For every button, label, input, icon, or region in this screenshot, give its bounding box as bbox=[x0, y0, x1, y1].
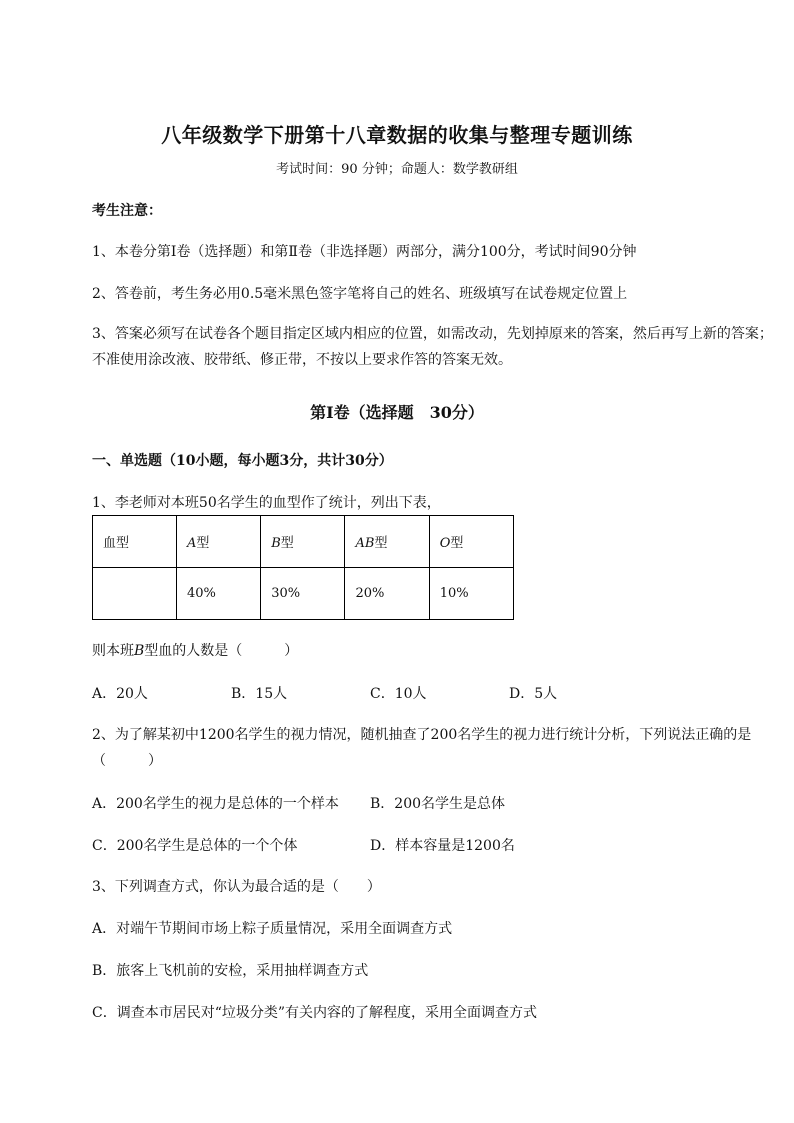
table-cell: 10% bbox=[429, 568, 513, 620]
table-cell bbox=[261, 516, 345, 568]
notice-heading: 考生注意： bbox=[92, 203, 162, 219]
table-cell bbox=[345, 516, 429, 568]
table-cell bbox=[93, 568, 177, 620]
page-title: 八年级数学下册第十八章数据的收集与整理专题训练 bbox=[161, 123, 633, 147]
question-1-stem: 1、李老师对本班50名学生的血型作了统计，列出下表， bbox=[92, 495, 441, 511]
table-cell bbox=[176, 516, 260, 568]
q3-option-c[interactable]: C．调查本市居民对“垃圾分类”有关内容的了解程度，采用全面调查方式 bbox=[92, 1005, 538, 1021]
ask-suffix: 型血的人数是（ ） bbox=[144, 643, 299, 659]
q2-option-a[interactable]: A．200名学生的视力是总体的一个样本 bbox=[92, 796, 339, 812]
blood-type-o: O bbox=[439, 536, 451, 551]
notice-item-1: 1、本卷分第I卷（选择题）和第Ⅱ卷（非选择题）两部分，满分100分，考试时间90分钟 bbox=[92, 244, 637, 260]
section-title: 第I卷（选择题 30分） bbox=[310, 403, 484, 422]
blood-type-ab: AB bbox=[355, 536, 375, 551]
blood-type-b: B bbox=[271, 536, 281, 551]
ask-var: B bbox=[134, 643, 145, 659]
part-heading: 一、单选题（10小题，每小题3分，共计30分） bbox=[92, 453, 393, 469]
exam-info: 考试时间：90 分钟；命题人：数学教研组 bbox=[276, 162, 518, 177]
q2-option-c[interactable]: C．200名学生是总体的一个个体 bbox=[92, 838, 298, 854]
q1-option-c[interactable]: C．10人 bbox=[370, 686, 427, 702]
ask-prefix: 则本班 bbox=[92, 643, 134, 659]
blood-type-a: A bbox=[186, 536, 197, 551]
q2-option-d[interactable]: D．样本容量是1200名 bbox=[370, 838, 515, 854]
q3-option-a[interactable]: A．对端午节期间市场上粽子质量情况，采用全面调查方式 bbox=[92, 921, 453, 937]
table-cell bbox=[429, 516, 513, 568]
type-suffix: 型 bbox=[196, 536, 210, 551]
question-2-stem: 2、为了解某初中1200名学生的视力情况，随机抽查了200名学生的视力进行统计分析，下列说法正确的是（ ） bbox=[92, 727, 752, 769]
table-header-row bbox=[93, 516, 514, 568]
question-3-stem: 3、下列调查方式，你认为最合适的是（ ） bbox=[92, 879, 381, 895]
notice-item-3: 3、答案必须写在试卷各个题目指定区域内相应的位置，如需改动，先划掉原来的答案，然后再写上新的答案；不准使用涂改液、胶带纸、修正带，不按以上要求作答的答案无效。 bbox=[92, 326, 773, 368]
q1-option-d[interactable]: D．5人 bbox=[509, 686, 558, 702]
q3-option-b[interactable]: B．旅客上飞机前的安检，采用抽样调查方式 bbox=[92, 963, 369, 979]
type-suffix: 型 bbox=[374, 536, 388, 551]
table-cell: 血型 bbox=[93, 516, 177, 568]
table-row bbox=[93, 568, 514, 620]
table-cell: 30% bbox=[261, 568, 345, 620]
q1-option-a[interactable]: A．20人 bbox=[92, 686, 148, 702]
q2-option-b[interactable]: B．200名学生是总体 bbox=[370, 796, 506, 812]
q1-option-b[interactable]: B．15人 bbox=[231, 686, 288, 702]
table-cell: 40% bbox=[176, 568, 260, 620]
type-suffix: 型 bbox=[280, 536, 294, 551]
table-cell: 20% bbox=[345, 568, 429, 620]
type-suffix: 型 bbox=[450, 536, 464, 551]
notice-item-2: 2、答卷前，考生务必用0.5毫米黑色签字笔将自己的姓名、班级填写在试卷规定位置上 bbox=[92, 286, 628, 302]
question-1-ask bbox=[92, 641, 298, 661]
blood-type-table bbox=[92, 515, 514, 620]
